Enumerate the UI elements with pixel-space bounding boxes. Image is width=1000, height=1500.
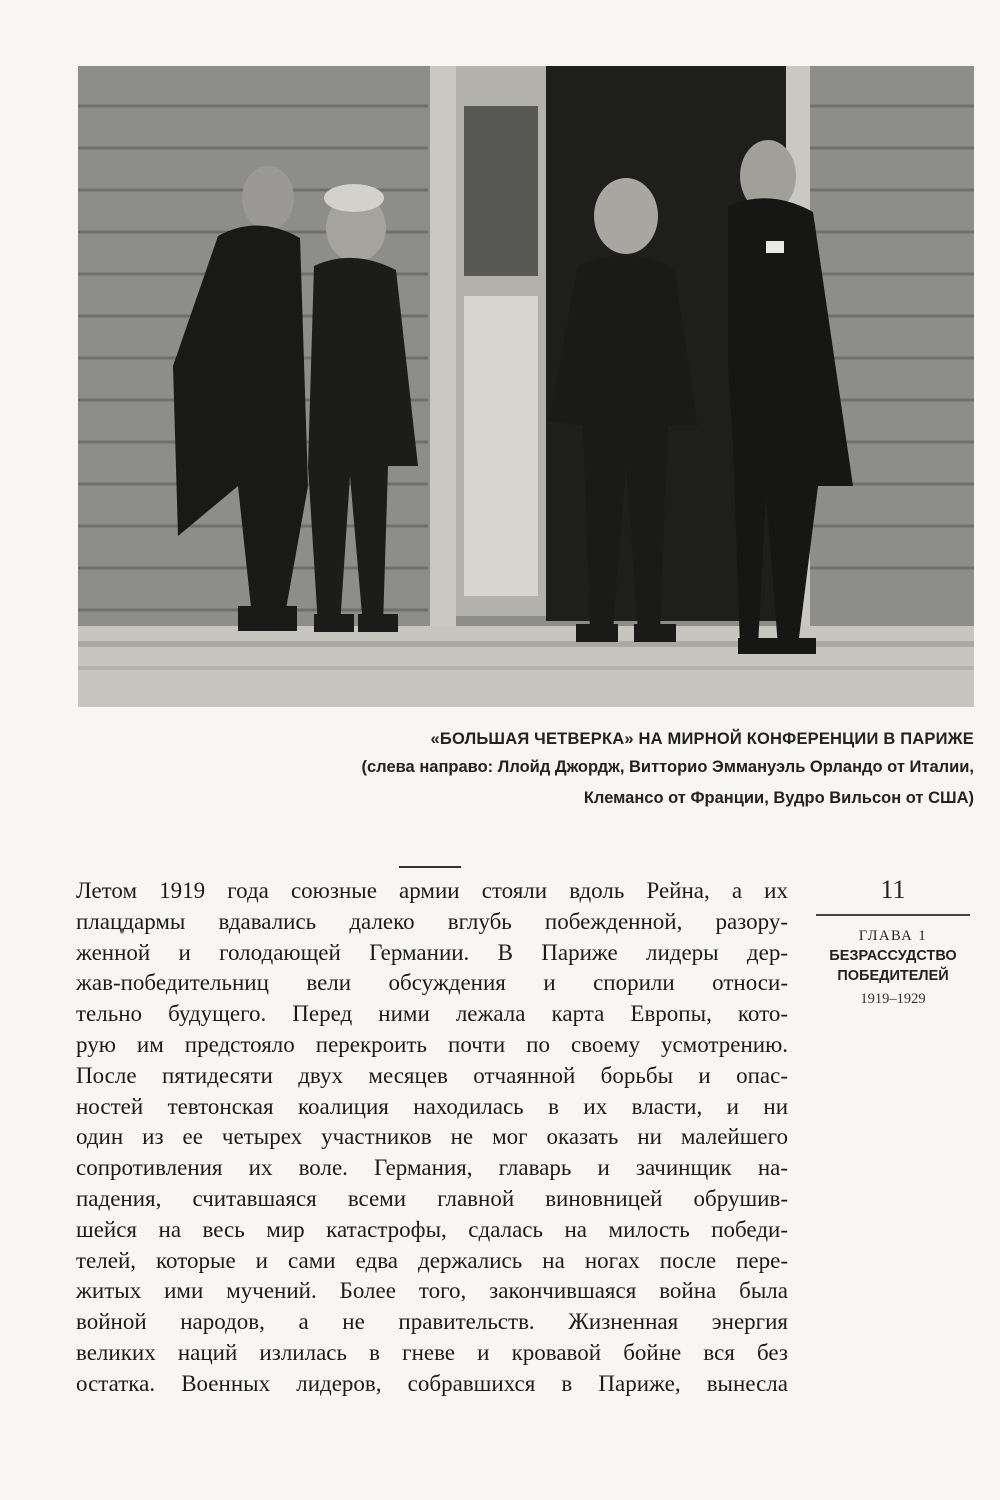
text-line: рую им предстояло перекроить почти по своему усмотрению. [76,1031,788,1057]
page-number: 11 [880,875,906,904]
text-line: войной народов, а не правительств. Жизненная энергия [76,1309,788,1335]
chapter-label: ГЛАВА 1 [858,928,928,944]
text-line: шейся на весь мир катастрофы, сдалась на милость победи- [76,1216,788,1242]
caption-line: (слева направо: Ллойд Джордж, Витторио Эммануэль Орландо от Италии, [361,758,974,776]
text-line: один из ее четырех участников не мог оказать ни малейшего [76,1124,788,1150]
section-divider [399,866,461,868]
chapter-years: 1919–1929 [860,991,926,1007]
text-line: плацдармы вдавались далеко вглубь побежденной, разору- [76,908,788,934]
photo-caption [180,726,974,814]
text-line: великих наций излилась в гневе и кровавой бойне вся без [76,1339,788,1365]
photo-big-four [78,66,974,707]
text-line: После пятидесяти двух месяцев отчаянной борьбы и опас- [76,1062,788,1088]
text-line: женной и голодающей Германии. В Париже лидеры дер- [76,939,788,965]
caption-title: «БОЛЬШАЯ ЧЕТВЕРКА» НА МИРНОЙ КОНФЕРЕНЦИИ В ПАРИЖЕ [430,730,974,748]
text-line: падения, считавшаяся всеми главной виновницей обрушив- [76,1185,788,1211]
text-line: Летом 1919 года союзные армии стояли вдоль Рейна, а их [76,878,788,903]
body-text [76,876,788,1400]
chapter-title-line: ПОБЕДИТЕЛЕЙ [837,968,949,984]
text-line: житых ими мучений. Более того, закончившаяся война была [76,1278,788,1304]
text-line: телей, которые и сами едва держались на ногах после пере- [76,1247,788,1273]
sidebar-divider [816,914,970,916]
chapter-sidebar [816,870,970,1012]
caption-line: Клемансо от Франции, Вудро Вильсон от США) [583,789,974,807]
chapter-title-line: БЕЗРАССУДСТВО [829,948,957,964]
text-line: сопротивления их воле. Германия, главарь и зачинщик на- [76,1155,788,1181]
text-line: ностей тевтонская коалиция находилась в их власти, и ни [76,1093,788,1119]
text-line: жав-победительниц вели обсуждения и спорили относи- [76,970,788,996]
text-line: остатка. Военных лидеров, собравшихся в Париже, вынесла [76,1370,788,1396]
text-line: тельно будущего. Перед ними лежала карта Европы, кото- [76,1001,788,1027]
photo-illustration [78,66,974,707]
